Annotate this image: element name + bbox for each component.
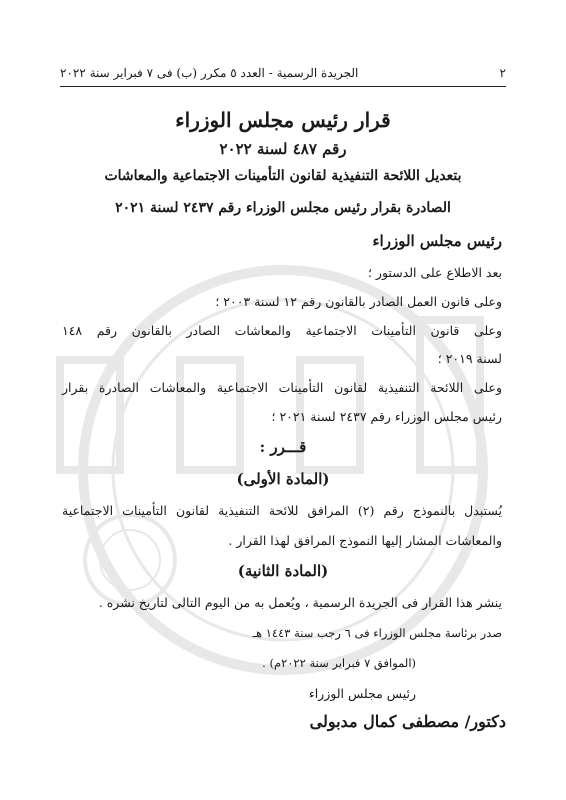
preamble-line: وعلى قانون العمل الصادر بالقانون رقم ١٢ لسنة ٢٠٠٣ ؛: [215, 294, 502, 309]
preamble-line: بعد الاطلاع على الدستور ؛: [367, 265, 502, 280]
decree-subject-line-1: بتعديل اللائحة التنفيذية لقانون التأمينات الاجتماعية والمعاشات: [104, 168, 462, 184]
decree-title: قرار رئيس مجلس الوزراء: [175, 108, 391, 132]
gazette-header: [60, 62, 506, 84]
header-divider: [60, 86, 506, 87]
article-1-line: والمعاشات المشار إليها النموذج المرافق لهذا القرار .: [228, 533, 502, 548]
decided-heading: قـــرر :: [259, 438, 307, 456]
article-1-line: يُستبدل بالنموذج رقم (٢) المرافق للائحة التنفيذية لقانون التأمينات الاجتماعية: [62, 503, 502, 518]
signatory-title: رئيس مجلس الوزراء: [308, 686, 416, 701]
article-2-line: ينشر هذا القرار فى الجريدة الرسمية ، ويُعمل به من اليوم التالى لتاريخ نشره .: [98, 595, 502, 610]
issued-gregorian-date: (الموافق ٧ فبراير سنة ٢٠٢٢م) .: [262, 656, 416, 670]
decree-number: رقم ٤٨٧ لسنة ٢٠٢٢: [219, 140, 347, 158]
article-1-heading: (المادة الأولى): [236, 470, 330, 488]
preamble-line: وعلى اللائحة التنفيذية لقانون التأمينات الاجتماعية والمعاشات الصادرة بقرار: [62, 380, 502, 395]
preamble-line: رئيس مجلس الوزراء رقم ٢٤٣٧ لسنة ٢٠٢١ ؛: [271, 409, 502, 424]
gazette-issue-line: الجريدة الرسمية - العدد ٥ مكرر (ب) فى ٧ فبراير سنة ٢٠٢٢: [60, 66, 359, 80]
decree-subject-line-2: الصادرة بقرار رئيس مجلس الوزراء رقم ٢٤٣٧ لسنة ٢٠٢١: [115, 200, 451, 216]
article-2-heading: (المادة الثانية): [237, 562, 329, 580]
signatory-name: دكتور/ مصطفى كمال مدبولى: [309, 712, 506, 731]
preamble-heading: رئيس مجلس الوزراء: [372, 232, 502, 250]
page-number: ٢: [499, 66, 506, 80]
preamble-line: وعلى قانون التأمينات الاجتماعية والمعاشات الصادر بالقانون رقم ١٤٨: [62, 323, 502, 338]
preamble-line: لسنة ٢٠١٩ ؛: [437, 351, 502, 366]
issued-date-line: صدر برئاسة مجلس الوزراء فى ٦ رجب سنة ١٤٤٣ هـ: [252, 626, 502, 640]
